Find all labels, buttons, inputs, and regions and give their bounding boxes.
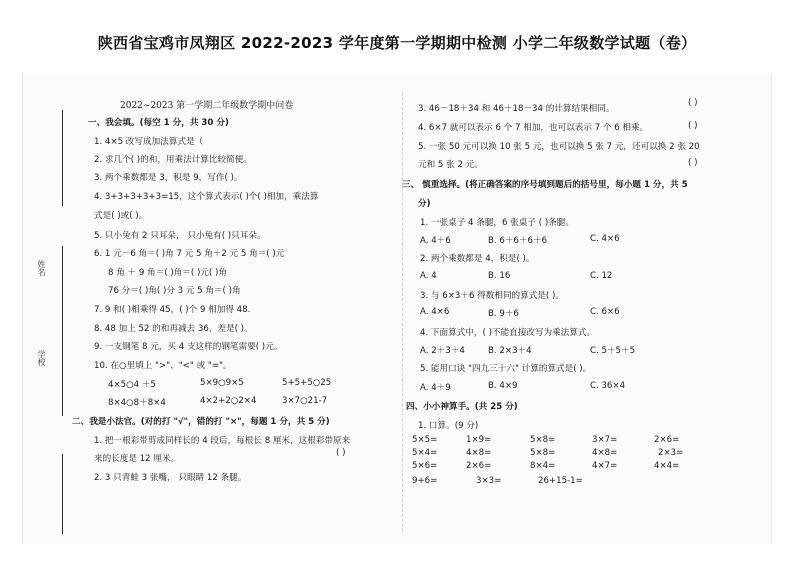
- margin-line-bottom: [62, 454, 63, 534]
- choice-3-option-b: B. 9＋6: [488, 309, 519, 319]
- question-8: 8. 48 加上 52 的和再减去 36，差是( )。: [94, 324, 253, 334]
- calc-item: 8×4=: [530, 461, 556, 471]
- choice-5-option-b: B. 4×9: [488, 381, 518, 391]
- calc-item: 5×4=: [412, 448, 438, 458]
- compare-4: 8×4○8＋8×4: [108, 398, 166, 408]
- question-4-line2: 式是( )或( )。: [94, 211, 148, 221]
- question-4-line1: 4. 3+3+3+3+3=15，这个算式表示( )个( )相加，乘法算: [94, 192, 319, 202]
- calc-item: 2×6=: [466, 461, 492, 471]
- judge-3-answer-paren: ( ): [688, 98, 698, 108]
- judge-4: 4. 6×7 就可以表示 6 个 7 相加，也可以表示 7 个 6 相乘。: [418, 123, 649, 133]
- judge-5-answer-paren: ( ): [688, 158, 698, 168]
- choice-2: 2. 两个乘数都是 4，积是( )。: [420, 254, 535, 264]
- question-1: 1. 4×5 改写成加法算式是（: [94, 137, 204, 147]
- calc-item: 5×8=: [530, 435, 556, 445]
- choice-1-option-b: B. 6＋6＋6＋6: [488, 236, 548, 246]
- judge-1-answer-paren: ( ): [336, 448, 346, 458]
- section3-heading-line2: 分): [418, 199, 431, 209]
- margin-line-top: [62, 110, 63, 206]
- question-6-line2: 8 角 ＋ 9 角＝( )角＝( )元( )角: [108, 268, 227, 278]
- calc-item: 2×6=: [654, 435, 680, 445]
- column-divider: [402, 92, 403, 532]
- choice-1: 1. 一张桌子 4 条腿，6 张桌子 ( )条腿。: [420, 218, 574, 228]
- judge-2: 2. 3 只青蛙 3 张嘴， 只眼睛 12 条腿。: [94, 473, 247, 483]
- calc-item: 4×4=: [654, 461, 680, 471]
- margin-label-name: 姓名: [37, 260, 46, 276]
- choice-5-option-c: C. 36×4: [590, 381, 626, 391]
- sheet-title: 2022~2023 第一学期二年级数学期中问卷: [120, 101, 294, 111]
- judge-1-line1: 1. 把一根彩带剪成同样长的 4 段后，每根长 8 厘米，这根彩带原来: [94, 436, 351, 446]
- compare-1: 4×5○4 ＋5: [108, 380, 156, 390]
- compare-3: 5+5+5○25: [282, 378, 332, 388]
- judge-3: 3. 46－18＋34 和 46＋18－34 的计算结果相同。: [418, 104, 615, 114]
- choice-3-option-c: C. 6×6: [590, 307, 620, 317]
- judge-5-line2: 元和 5 张 2 元。: [418, 160, 483, 170]
- calc-item: 5×6=: [412, 461, 438, 471]
- page-banner-title: 陕西省宝鸡市凤翔区 2022-2023 学年度第一学期期中检测 小学二年级数学试题（卷）: [97, 34, 697, 52]
- mental-math-title: 1. 口算。(9 分): [418, 421, 479, 431]
- choice-4-option-a: A. 2＋3＋4: [420, 346, 465, 356]
- section2-heading: 二、我是小法官。(对的打 "√"，错的打 "×"，每题 1 分，共 5 分): [72, 417, 330, 427]
- choice-2-option-b: B. 16: [488, 271, 511, 281]
- question-6-line1: 6. 1 元－6 角＝( )角 7 元 5 角＋2 元 5 角＝( )元: [94, 249, 285, 259]
- choice-2-option-c: C. 12: [590, 271, 613, 281]
- judge-4-answer-paren: ( ): [688, 121, 698, 131]
- question-6-line3: 76 分＝( )角( )分 3 元 5 角＝( )角: [108, 286, 241, 296]
- choice-5-option-a: A. 4＋9: [420, 383, 451, 393]
- calc-item: 3×3=: [476, 476, 502, 486]
- question-9: 9. 一支钢笔 8 元，买 4 支这样的钢笔需要( )元。: [94, 342, 283, 352]
- question-3: 3. 两个乘数都是 3，积是 9，写作( )。: [94, 173, 243, 183]
- choice-4-option-c: C. 5＋5＋5: [590, 346, 636, 356]
- margin-label-school: 学校: [37, 350, 46, 366]
- question-5: 5. 只小兔有 2 只耳朵， 只小兔有( )只耳朵。: [94, 231, 266, 241]
- calc-item: 5×8=: [530, 448, 556, 458]
- calc-item: 4×7=: [592, 461, 618, 471]
- compare-5: 4×2+2○2×4: [200, 396, 257, 406]
- calc-item: 9+6=: [412, 476, 438, 486]
- calc-item: 1×9=: [466, 435, 492, 445]
- judge-1-line2: 来的长度是 12 厘米。: [94, 454, 180, 464]
- choice-4: 4. 下面算式中，( )不能直接改写为乘法算式。: [420, 328, 596, 338]
- choice-2-option-a: A. 4: [420, 271, 437, 281]
- choice-4-option-b: B. 2×3＋4: [488, 346, 532, 356]
- choice-1-option-a: A. 4＋6: [420, 236, 451, 246]
- margin-line-middle: [62, 246, 63, 416]
- section4-heading: 四、小小神算手。(共 25 分): [406, 402, 518, 412]
- calc-item: 4×8=: [466, 448, 492, 458]
- choice-3-option-a: A. 4×6: [420, 307, 450, 317]
- question-2: 2. 求几个( )的和，用乘法计算比较简便。: [94, 155, 252, 165]
- question-10: 10. 在○里填上 ">"、"<" 或 "="。: [94, 361, 232, 371]
- choice-5: 5. 能用口诀 "四九三十六" 计算的算式是( )。: [420, 364, 592, 374]
- calc-item: 2×3=: [658, 448, 684, 458]
- judge-5-line1: 5. 一张 50 元可以换 10 张 5 元，也可以换 5 张 7 元，还可以换 2 张 20: [418, 142, 700, 152]
- choice-3: 3. 与 6×3＋6 得数相同的算式是( )。: [420, 291, 564, 301]
- choice-1-option-c: C. 4×6: [590, 234, 620, 244]
- section3-heading-line1: 三、 慎重选择。(将正确答案的序号填到题后的括号里，每小题 1 分，共 5: [402, 180, 688, 190]
- calc-item: 3×7=: [592, 435, 618, 445]
- binding-margin: [22, 74, 78, 544]
- compare-6: 3×7○21-7: [282, 396, 328, 406]
- calc-item: 4×8=: [592, 448, 618, 458]
- question-7: 7. 9 和( )相乘得 45，( )个 9 相加得 48.: [94, 305, 251, 315]
- compare-2: 5×9○9×5: [200, 378, 244, 388]
- calc-item: 5×5=: [412, 435, 438, 445]
- section1-heading: 一、我会填。(每空 1 分，共 30 分): [88, 118, 229, 128]
- calc-item: 26+15-1=: [538, 476, 583, 486]
